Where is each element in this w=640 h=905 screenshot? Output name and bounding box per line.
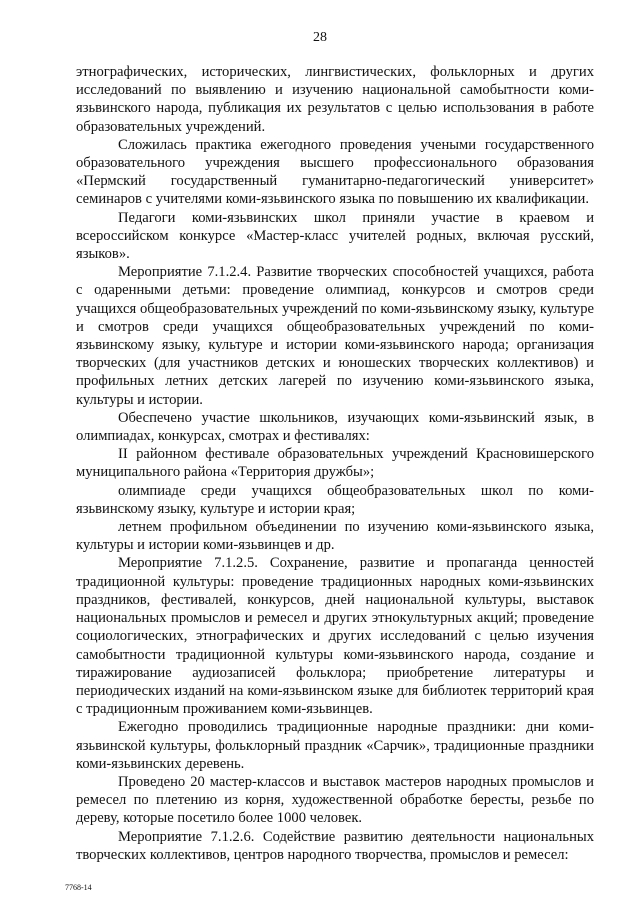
paragraph-1: этнографических, исторических, лингвистических, фольклорных и других исследований по выявлению и изучению национальной самобытности коми-язьвинского народа, публикация их результатов с целью использования в работе образовательных учреждений. bbox=[76, 64, 594, 135]
page-number: 28 bbox=[313, 30, 327, 45]
paragraph-7: олимпиаде среди учащихся общеобразовательных школ по коми-язьвинскому языку, культуре и истории края; bbox=[76, 482, 594, 517]
paragraph-5: Обеспечено участие школьников, изучающих коми-язьвинский язык, в олимпиадах, конкурсах, смотрах и фестивалях: bbox=[76, 409, 594, 445]
paragraph-10: Ежегодно проводились традиционные народные праздники: дни коми-язьвинской культуры, фольклорный праздник «Сарчик», традиционные праздники коми-язьвинских деревень. bbox=[76, 719, 594, 772]
paragraph-4: Мероприятие 7.1.2.4. Развитие творческих способностей учащихся, работа с одаренными детьми: проведение олимпиад, конкурсов и смотров среди учащихся общеобразовательных учреждений по коми-язьвинскому языку, культуре и смотров среди учащихся общеобразовательных учреждений по коми-язьвинскому языку, культуре и истории коми-язьвинского народа; организация творческих (для участников детских и юношеских творческих коллективов) и профильных летних детских лагерей по изучению коми-язьвинского языка, культуры и истории. bbox=[76, 264, 594, 408]
paragraph-6: II районном фестивале образовательных учреждений Красновишерского муниципального района «Территория дружбы»; bbox=[76, 446, 594, 481]
document-body bbox=[76, 63, 594, 864]
paragraph-2: Сложилась практика ежегодного проведения учеными государственного образовательного учреждения высшего профессионального образования «Пермский государственный гуманитарно-педагогический университет» семинаров с учителями коми-язьвинского языка по повышению их квалификации. bbox=[76, 136, 594, 208]
paragraph-11: Проведено 20 мастер-классов и выставок мастеров народных промыслов и ремесел по плетению из корня, художественной обработке бересты, резьбе по дереву, которые посетило более 1000 человек. bbox=[76, 773, 594, 827]
paragraph-9: Мероприятие 7.1.2.5. Сохранение, развитие и пропаганда ценностей традиционной культуры: проведение традиционных народных коми-язьвинских праздников, фестивалей, конкурсов, дней национальной культуры, выставок национальных промыслов и ремесел и других этнокультурных акций; проведение социологических, этнографических и других исследований с целью изучения самобытности традиционной культуры коми-язьвинского народа, создание и тиражирование аудиозаписей фольклора; приобретение литературы и периодических изданий на коми-язьвинском языке для библиотек территорий края с традиционным проживанием коми-язьвинцев. bbox=[76, 555, 594, 718]
paragraph-3: Педагоги коми-язьвинских школ приняли участие в краевом и всероссийском конкурсе «Мастер-класс учителей родных, включая русский, языков». bbox=[76, 209, 594, 263]
paragraph-8: летнем профильном объединении по изучению коми-язьвинского языка, культуры и истории коми-язьвинцев и др. bbox=[76, 519, 594, 554]
paragraph-12: Мероприятие 7.1.2.6. Содействие развитию деятельности национальных творческих коллективов, центров народного творчества, промыслов и ремесел: bbox=[76, 828, 594, 863]
footer-code: 7768-14 bbox=[65, 883, 92, 892]
